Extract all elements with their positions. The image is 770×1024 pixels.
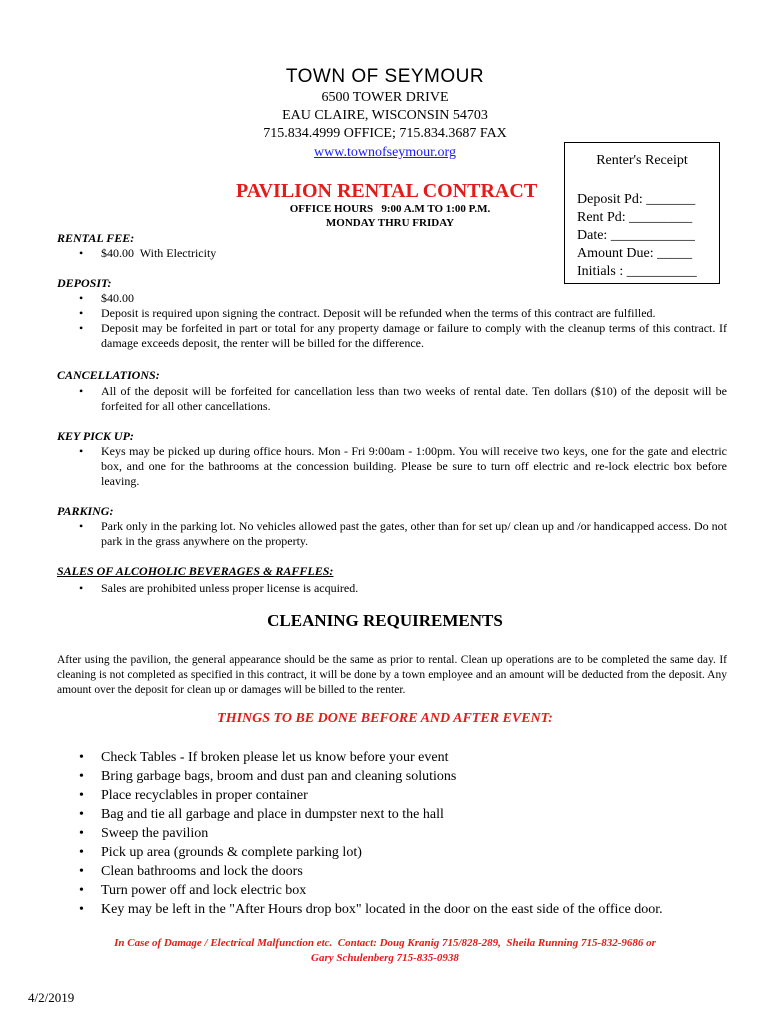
list-item: • $40.00 With Electricity [57, 246, 727, 261]
list-item: • Pick up area (grounds & complete parking lot) [57, 843, 737, 862]
address-line-1: 6500 TOWER DRIVE [321, 90, 449, 105]
list-item: • Keys may be picked up during office hours. Mon - Fri 9:00am - 1:00pm. You will receive two keys, one for the gate and electric box, and one for the bathrooms at the concession building. Please be sure to turn off electric and re-lock electric box before leaving. [57, 444, 727, 489]
deposit-list [57, 291, 727, 351]
receipt-amount-due-line: Amount Due: _____ [577, 246, 693, 261]
cleaning-requirements-title: CLEANING REQUIREMENTS [267, 611, 503, 630]
key-pickup-list [57, 444, 727, 489]
list-item: • Bag and tie all garbage and place in dumpster next to the hall [57, 805, 737, 824]
list-item: • Bring garbage bags, broom and dust pan and cleaning solutions [57, 767, 737, 786]
address-line-2: EAU CLAIRE, WISCONSIN 54703 [282, 108, 488, 123]
list-item: • Sales are prohibited unless proper license is acquired. [57, 581, 727, 596]
parking-list [57, 519, 727, 549]
rental-fee-heading: RENTAL FEE: [57, 231, 135, 245]
list-item: • Deposit may be forfeited in part or total for any property damage or failure to comply with the cleanup terms of this contract. If damage exceeds deposit, the renter will be billed for the difference. [57, 321, 727, 351]
list-item: • Clean bathrooms and lock the doors [57, 862, 737, 881]
list-item: • Park only in the parking lot. No vehicles allowed past the gates, other than for set up/ clean up and /or handicapped access. Do not park in the grass anywhere on the property. [57, 519, 727, 549]
rental-fee-list [57, 246, 727, 261]
phone-fax: 715.834.4999 OFFICE; 715.834.3687 FAX [263, 126, 507, 141]
list-item: • Key may be left in the "After Hours drop box" located in the door on the east side of the office door. [57, 900, 737, 919]
receipt-title: Renter's Receipt [596, 153, 688, 168]
renters-receipt-box [564, 142, 720, 284]
contract-title: PAVILION RENTAL CONTRACT [236, 180, 538, 202]
receipt-date-line: Date: ____________ [577, 228, 695, 243]
office-hours-days: MONDAY THRU FRIDAY [325, 217, 455, 229]
list-item: • All of the deposit will be forfeited for cancellation less than two weeks of rental date. Ten dollars ($10) of the deposit will be forfeited for all other cancellations. [57, 384, 727, 414]
list-item: • Place recyclables in proper container [57, 786, 737, 805]
cancellations-list [57, 384, 727, 414]
cancellations-heading: CANCELLATIONS: [57, 368, 160, 382]
list-item: • Turn power off and lock electric box [57, 881, 737, 900]
parking-heading: PARKING: [57, 504, 114, 518]
cleaning-paragraph: After using the pavilion, the general appearance should be the same as prior to rental. Clean up operations are to be completed the same day. If cleaning is not completed as specified in this contract, it will be done by a town employee and an amount will be deducted from the deposit. Any amount over the deposit for clean up or damages will be billed to the renter. [57, 654, 727, 696]
cleaning-task-list [57, 748, 737, 919]
office-hours [230, 202, 550, 230]
things-to-do-heading: THINGS TO BE DONE BEFORE AND AFTER EVENT: [217, 711, 553, 726]
list-item: • Deposit is required upon signing the contract. Deposit will be refunded when the terms of this contract are fulfilled. [57, 306, 727, 321]
town-name: TOWN OF SEYMOUR [285, 66, 485, 87]
receipt-rent-line: Rent Pd: _________ [577, 210, 693, 225]
deposit-heading: DEPOSIT: [57, 276, 112, 290]
receipt-lines [577, 191, 697, 281]
receipt-initials-line: Initials : __________ [577, 264, 697, 279]
document-date: 4/2/2019 [28, 990, 75, 1005]
website-link[interactable]: www.townofseymour.org [314, 145, 456, 160]
contact-line-2: Gary Schulenberg 715-835-0938 [311, 952, 459, 964]
key-pickup-heading: KEY PICK UP: [57, 429, 134, 443]
contact-line-1: In Case of Damage / Electrical Malfunction etc. Contact: Doug Kranig 715/828-289, Sheila Running 715-832-9686 or [114, 937, 656, 949]
alcohol-raffles-heading: SALES OF ALCOHOLIC BEVERAGES & RAFFLES: [57, 564, 334, 578]
receipt-deposit-line: Deposit Pd: _______ [577, 192, 696, 207]
alcohol-list [57, 581, 727, 596]
list-item: • Check Tables - If broken please let us know before your event [57, 748, 737, 767]
office-hours-time: OFFICE HOURS 9:00 A.M TO 1:00 P.M. [289, 203, 491, 215]
list-item: • $40.00 [57, 291, 727, 306]
list-item: • Sweep the pavilion [57, 824, 737, 843]
damage-contact-info [40, 936, 730, 966]
